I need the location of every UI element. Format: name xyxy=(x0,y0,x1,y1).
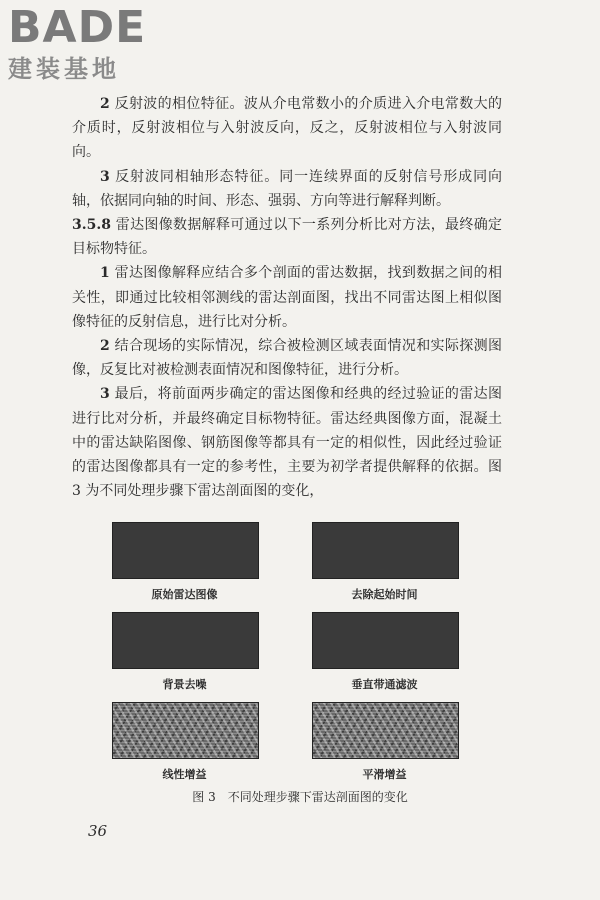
paragraph-number: 1 xyxy=(100,265,110,282)
page-number: 36 xyxy=(88,822,108,840)
panel-label: 背景去噪 xyxy=(162,678,207,691)
section-number: 3.5.8 xyxy=(72,217,111,234)
paragraph-number: 2 xyxy=(100,96,110,112)
paragraph-text: 最后，将前面两步确定的雷达图像和经典的经过验证的雷达图进行比对分析，并最终确定目标物特征。雷达经典图像方面，混凝土中的雷达缺陷图像、钢筋图像等都具有一定的相似性，因此经过验证的雷达图像都具有一定的参考性，主要为初学者提供解释的依据。图 3 为不同处理步骤下雷达剖面图的变化， xyxy=(72,386,503,500)
paragraph-text: 雷达图像数据解释可通过以下一系列分析比对方法，最终确定目标物特征。 xyxy=(72,217,503,258)
logo-subtitle: 建装基地 xyxy=(8,55,120,83)
panel-label: 平滑增益 xyxy=(362,768,407,781)
paragraph-number: 3 xyxy=(100,386,110,403)
radar-image-linear-gain xyxy=(112,702,259,759)
paragraph-number: 2 xyxy=(100,338,110,355)
paragraph-phase xyxy=(72,92,502,165)
panel-label: 原始雷达图像 xyxy=(151,588,218,601)
paragraph-step-2 xyxy=(72,334,502,382)
panel-label: 线性增益 xyxy=(162,768,207,781)
radar-image-raw xyxy=(112,522,259,579)
paragraph-event xyxy=(72,165,502,213)
section-heading xyxy=(72,213,502,261)
radar-image-bandpass-filtered xyxy=(312,612,459,669)
radar-image-background-denoised xyxy=(112,612,259,669)
radar-image-smooth-gain xyxy=(312,702,459,759)
panel-label: 垂直带通滤波 xyxy=(351,678,418,691)
radar-image-start-time-removed xyxy=(312,522,459,579)
body-text xyxy=(72,92,502,503)
logo-brand-text: BADE xyxy=(8,2,147,53)
panel-label: 去除起始时间 xyxy=(351,588,418,601)
paragraph-text: 结合现场的实际情况，综合被检测区域表面情况和实际探测图像，反复比对被检测表面情况和图像特征，进行分析。 xyxy=(72,338,503,379)
figure-caption: 图 3 不同处理步骤下雷达剖面图的变化 xyxy=(192,790,408,804)
paragraph-step-1 xyxy=(72,261,502,334)
paragraph-text: 反射波同相轴形态特征。同一连续界面的反射信号形成同向轴，依据同向轴的时间、形态、强弱、方向等进行解释判断。 xyxy=(72,168,503,209)
paragraph-text: 反射波的相位特征。波从介电常数小的介质进入介电常数大的介质时，反射波相位与入射波反向，反之，反射波相位与入射波同向。 xyxy=(72,96,503,161)
paragraph-number: 3 xyxy=(100,168,110,185)
brand-logo xyxy=(8,4,178,84)
paragraph-step-3 xyxy=(72,382,502,503)
paragraph-text: 雷达图像解释应结合多个剖面的雷达数据，找到数据之间的相关性，即通过比较相邻测线的雷达剖面图，找出不同雷达图上相似图像特征的反射信息，进行比对分析。 xyxy=(72,265,503,330)
